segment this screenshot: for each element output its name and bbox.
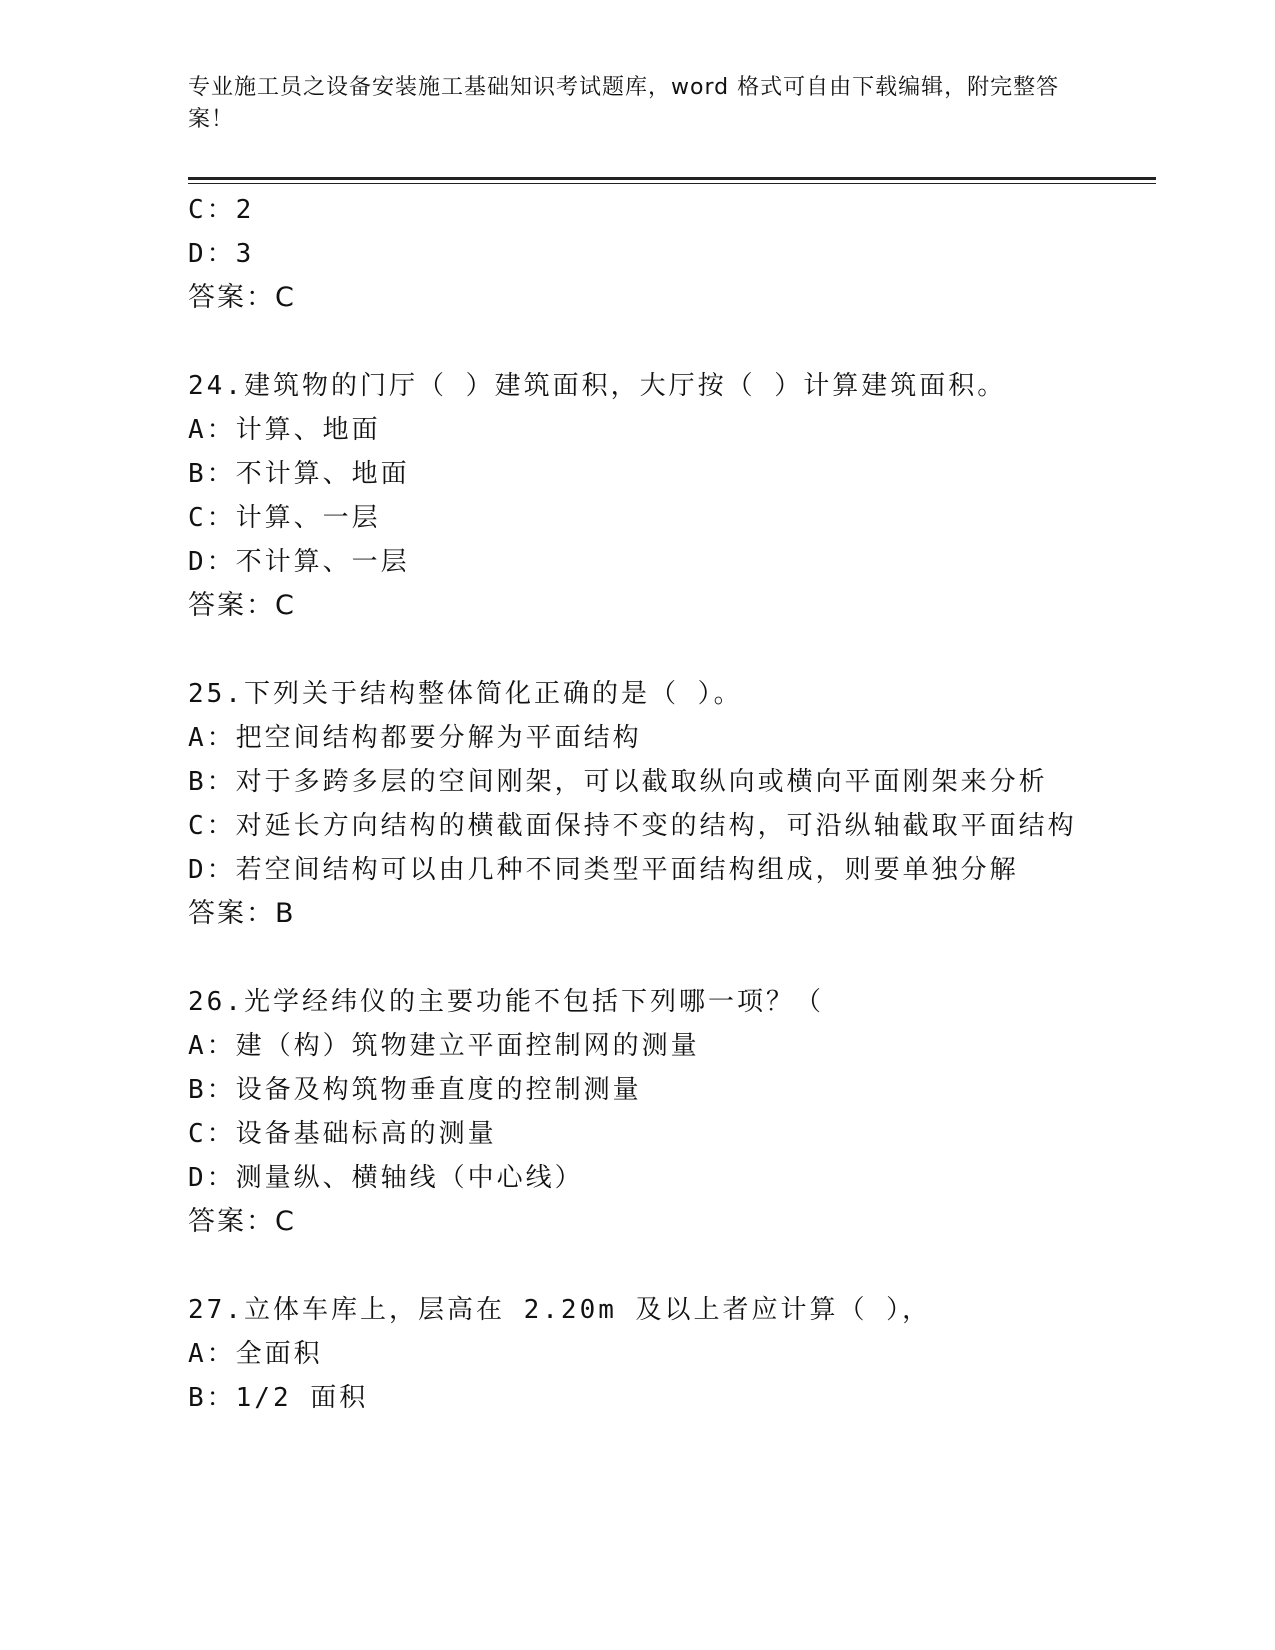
prev-option-c: C：2 [188, 195, 255, 225]
question-25-option-b: B：对于多跨多层的空间刚架，可以截取纵向或横向平面刚架来分析 [188, 767, 1048, 797]
prev-answer: 答案：C [188, 282, 296, 313]
question-25-option-d: D：若空间结构可以由几种不同类型平面结构组成，则要单独分解 [188, 855, 1019, 885]
question-26-stem: 26.光学经纬仪的主要功能不包括下列哪一项？（ [188, 987, 824, 1017]
header-rule-thin [188, 183, 1156, 184]
question-25-option-c: C：对延长方向结构的横截面保持不变的结构，可沿纵轴截取平面结构 [188, 811, 1077, 841]
question-24-option-b: B：不计算、地面 [188, 459, 410, 489]
question-26-answer: 答案：C [188, 1206, 296, 1237]
question-26-option-a: A：建（构）筑物建立平面控制网的测量 [188, 1031, 700, 1061]
question-26-option-d: D：测量纵、横轴线（中心线） [188, 1163, 584, 1193]
question-25-option-a: A：把空间结构都要分解为平面结构 [188, 723, 642, 753]
question-24-answer: 答案：C [188, 590, 296, 621]
prev-option-d: D：3 [188, 239, 255, 269]
question-25-stem: 25.下列关于结构整体简化正确的是（ ）。 [188, 679, 743, 709]
question-27-option-a: A：全面积 [188, 1339, 323, 1369]
question-24-option-c: C：计算、一层 [188, 503, 381, 533]
question-27-option-b: B：1/2 面积 [188, 1383, 369, 1413]
question-24-option-a: A：计算、地面 [188, 415, 381, 445]
question-26-option-b: B：设备及构筑物垂直度的控制测量 [188, 1075, 642, 1105]
question-24-option-d: D：不计算、一层 [188, 547, 410, 577]
document-header: 专业施工员之设备安装施工基础知识考试题库，word 格式可自由下载编辑，附完整答案！ [188, 75, 1060, 132]
question-24-stem: 24.建筑物的门厅（ ）建筑面积，大厅按（ ）计算建筑面积。 [188, 371, 1007, 401]
question-27-stem: 27.立体车库上，层高在 2.20m 及以上者应计算（ ）， [188, 1295, 932, 1325]
question-26-option-c: C：设备基础标高的测量 [188, 1119, 497, 1149]
question-25-answer: 答案：B [188, 898, 296, 929]
header-rule-thick [188, 177, 1156, 180]
